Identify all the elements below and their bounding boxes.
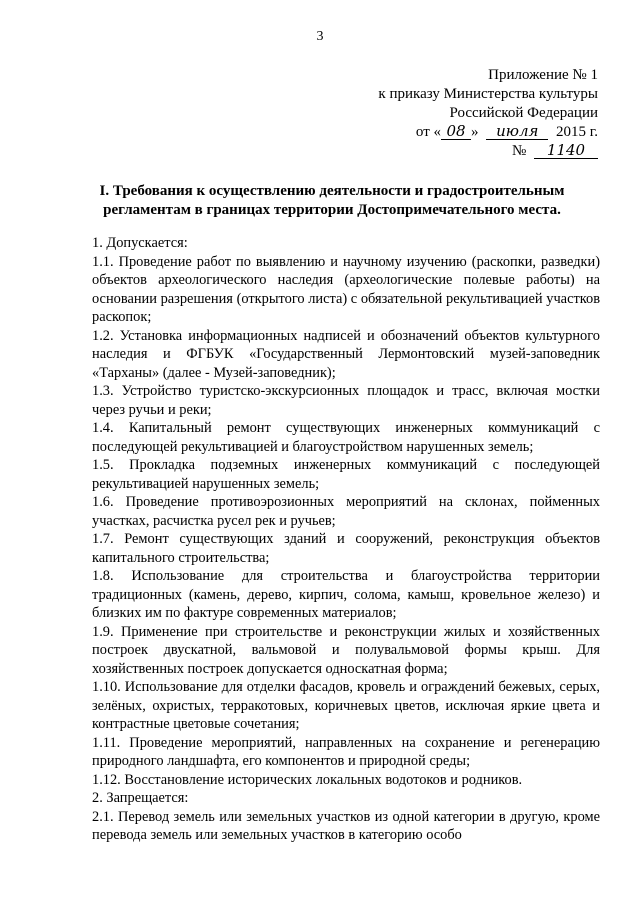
date-prefix: от « [415,124,442,140]
page-number: 3 [316,29,324,44]
date-month-handwritten: июля [486,124,548,140]
paragraph-1-5: 1.5. Прокладка подземных инженерных коммуникаций с последующей рекультивацией нарушенных земель; [92,457,600,492]
appendix-date-line [278,123,598,142]
date-mid: » [471,124,479,140]
paragraph-2: 2. Запрещается: [92,790,189,806]
appendix-order-line: к приказу Министерства культуры [378,86,598,102]
paragraph-1-4: 1.4. Капитальный ремонт существующих инженерных коммуникаций с последующей рекультивацией и благоустройством нарушенных земель; [92,420,600,455]
appendix-ministry-line: Российской Федерации [449,105,598,121]
paragraph-1-11: 1.11. Проведение мероприятий, направленных на сохранение и регенерацию природного ландшафта, его компонентов и природной среды; [92,734,600,769]
appendix-number-line [278,142,598,161]
paragraph-1-2: 1.2. Установка информационных надписей и обозначений объектов культурного наследия и ФГБУК «Государственный Лермонтовский музей-заповедник «Тарханы» (далее - Музей-заповедник); [92,327,600,381]
paragraph-2-1: 2.1. Перевод земель или земельных участков из одной категории в другую, кроме перевода земель или земельных участков в категорию особо [92,808,600,843]
paragraph-1: 1. Допускается: [92,235,188,251]
paragraph-1-10: 1.10. Использование для отделки фасадов, кровель и ограждений бежевых, серых, зелёных, охристых, терракотовых, коричневых цветов, исключая яркие цвета и контрастные цветовые сочетания; [92,679,600,732]
appendix-title: Приложение № 1 [488,67,598,83]
paragraph-1-1: 1.1. Проведение работ по выявлению и научному изучению (раскопки, разведки) объектов археологического наследия (археологические полевые работы) на основании разрешения (открытого листа) с обязательной рекультивацией участков раскопок; [92,253,600,325]
paragraph-1-8: 1.8. Использование для строительства и благоустройства территории традиционных (камень, дерево, кирпич, солома, камыш, кровельное железо) и близких им по фактуре современных материалов; [92,568,600,621]
paragraph-1-6: 1.6. Проведение противоэрозионных мероприятий на склонах, пойменных участках, расчистка русел рек и ручьев; [92,494,600,529]
paragraph-1-9: 1.9. Применение при строительстве и реконструкции жилых и хозяйственных построек двускатной, вальмовой и полувальмовой формы крыш. Для хозяйственных построек допускается односкатная форма; [92,623,600,677]
date-day-handwritten: 08 [441,124,471,140]
paragraph-1-3: 1.3. Устройство туристско-экскурсионных площадок и трасс, включая мостки через ручьи и реки; [92,383,600,418]
paragraph-1-12: 1.12. Восстановление исторических локальных водотоков и родников. [92,771,523,788]
section-title: I. Требования к осуществлению деятельности и градостроительным регламентам в границах территории Достопримечательного места. [99,183,565,218]
order-number-handwritten: 1140 [534,143,598,159]
appendix-header [278,66,598,161]
paragraph-1-7: 1.7. Ремонт существующих зданий и сооружений, реконструкция объектов капитального строительства; [92,531,600,566]
document-body [92,234,600,845]
number-prefix: № [511,143,527,159]
date-year: 2015 г. [556,124,598,140]
